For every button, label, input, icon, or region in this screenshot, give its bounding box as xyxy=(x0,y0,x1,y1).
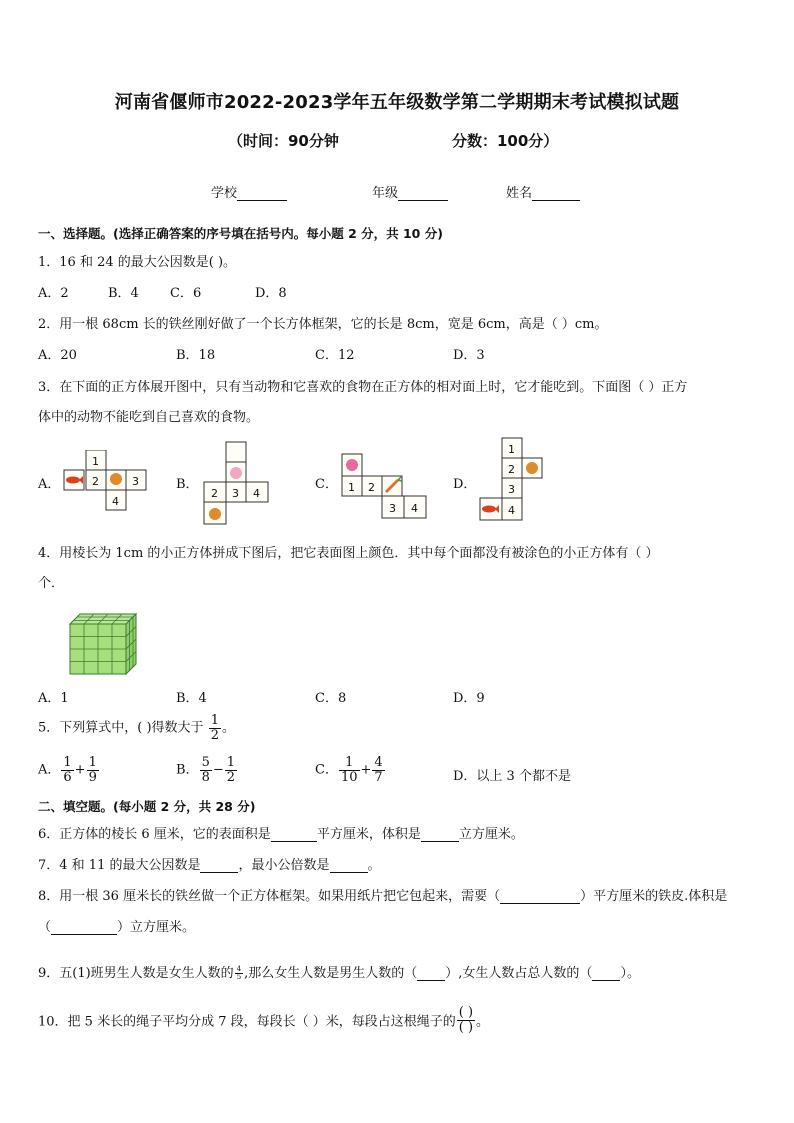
net-a-label-4: 4 xyxy=(112,495,119,508)
q1-option-d[interactable]: D．8 xyxy=(255,286,287,301)
q9-blank-ratio[interactable] xyxy=(417,967,445,981)
q5-option-b[interactable]: B． $\frac{5}{8}$ − $\frac{1}{2}$ xyxy=(176,755,236,785)
q5-option-d[interactable]: D．以上 3 个都不是 xyxy=(453,769,571,784)
net-d-label-3: 3 xyxy=(508,483,515,496)
net-c-label-1: 1 xyxy=(348,481,355,494)
exam-score: 分数：100分） xyxy=(452,132,559,150)
q4-option-a[interactable]: A．1 xyxy=(38,691,69,706)
q8-blank-volume[interactable] xyxy=(51,921,117,935)
q2-option-a[interactable]: A．20 xyxy=(38,348,77,363)
fraction-four-fifths: $\frac{4}{5}$ xyxy=(236,964,242,981)
section-fill-heading: 二、填空题。(每小题 2 分，共 28 分) xyxy=(38,799,256,814)
question-7: 7．4 和 11 的最大公因数是 ，最小公倍数是 。 xyxy=(38,858,381,873)
question-6: 6．正方体的棱长 6 厘米，它的表面积是 平方厘米，体积是 立方厘米。 xyxy=(38,827,524,842)
school-blank[interactable] xyxy=(237,186,287,201)
page-title: 河南省偃师市2022-2023学年五年级数学第二学期期末考试模拟试题 xyxy=(114,92,680,113)
grade-label: 年级 xyxy=(372,186,399,201)
q5-option-a[interactable]: A． $\frac{1}{6}$ + $\frac{1}{9}$ xyxy=(38,755,97,785)
q8-blank-area[interactable] xyxy=(500,890,580,904)
net-d-label-2: 2 xyxy=(508,463,515,476)
q1-option-a[interactable]: A．2 xyxy=(38,286,69,301)
q9-blank-share[interactable] xyxy=(592,967,620,981)
net-a-label-3: 3 xyxy=(132,475,139,488)
q1-option-b[interactable]: B．4 xyxy=(108,286,139,301)
net-b-label-2: 2 xyxy=(211,487,218,500)
question-4-line1: 4．用棱长为 1cm 的小正方体拼成下图后，把它表面图上颜色．其中每个面都没有被涂色的小正方体有（ ） xyxy=(38,546,659,561)
cube-net-a xyxy=(62,450,152,514)
school-label: 学校 xyxy=(211,186,238,201)
cube-net-b xyxy=(200,440,280,530)
net-c-label-2: 2 xyxy=(368,481,375,494)
fish-icon xyxy=(66,477,80,484)
exam-time: （时间：90分钟 xyxy=(228,132,339,150)
question-3-line1: 3．在下面的正方体展开图中，只有当动物和它喜欢的食物在正方体的相对面上时，它才能吃到。下面图（ ）正方 xyxy=(38,380,688,395)
question-8-line2: （ ）立方厘米。 xyxy=(38,920,196,935)
q1-option-c[interactable]: C．6 xyxy=(170,286,202,301)
cube-net-c xyxy=(340,450,430,522)
q4-option-b[interactable]: B．4 xyxy=(176,691,207,706)
question-1: 1．16 和 24 的最大公因数是( )。 xyxy=(38,255,237,270)
question-9: 9．五(1)班男生人数是女生人数的 $\frac{4}{5}$ ,那么女生人数是男生人数的（ ）,女生人数占总人数的（ ）。 xyxy=(38,964,640,981)
q6-blank-area[interactable] xyxy=(271,828,317,842)
q3-option-d[interactable]: D． xyxy=(453,477,477,492)
name-label: 姓名 xyxy=(506,186,533,201)
q2-option-c[interactable]: C．12 xyxy=(315,348,355,363)
q2-option-d[interactable]: D．3 xyxy=(453,348,485,363)
q7-blank-lcm[interactable] xyxy=(330,859,368,873)
animal-icon xyxy=(526,462,538,474)
fish-icon xyxy=(482,506,496,513)
q6-blank-volume[interactable] xyxy=(421,828,459,842)
q7-blank-gcd[interactable] xyxy=(200,859,238,873)
net-a-label-1: 1 xyxy=(92,455,99,468)
peach-icon xyxy=(230,467,242,479)
net-b-label-3: 3 xyxy=(232,487,239,500)
q3-option-c[interactable]: C． xyxy=(315,477,338,492)
animal-icon xyxy=(110,473,122,485)
grade-field[interactable] xyxy=(372,182,448,201)
q4-option-d[interactable]: D．9 xyxy=(453,691,485,706)
net-b-label-4: 4 xyxy=(253,487,260,500)
question-4-line2: 个． xyxy=(38,576,65,591)
name-field[interactable] xyxy=(506,182,580,201)
question-10: 10．把 5 米长的绳子平均分成 7 段，每段长（ ）米，每段占这根绳子的 $\frac{( )}{( )}$ 。 xyxy=(38,1005,490,1035)
school-field[interactable] xyxy=(211,182,287,201)
question-5: 5．下列算式中，( )得数大于 $\frac{1}{2}$ 。 xyxy=(38,713,235,743)
question-3-line2: 体中的动物不能吃到自己喜欢的食物。 xyxy=(38,410,260,425)
net-d-label-4: 4 xyxy=(508,504,515,517)
net-d-label-1: 1 xyxy=(508,443,515,456)
net-c-label-4: 4 xyxy=(411,502,418,515)
q3-option-a[interactable]: A． xyxy=(38,477,61,492)
rabbit-icon xyxy=(346,459,358,471)
net-a-label-2: 2 xyxy=(92,475,99,488)
q3-option-b[interactable]: B． xyxy=(176,477,199,492)
animal-icon xyxy=(209,508,221,520)
question-2: 2．用一根 68cm 长的铁丝刚好做了一个长方体框架，它的长是 8cm，宽是 6cm，高是（ ）cm。 xyxy=(38,317,608,332)
question-8-line1: 8．用一根 36 厘米长的铁丝做一个正方体框架。如果用纸片把它包起来，需要（ ）平方厘米的铁皮.体积是 xyxy=(38,889,728,904)
section-choice-heading: 一、选择题。(选择正确答案的序号填在括号内。每小题 2 分，共 10 分) xyxy=(38,226,443,241)
fraction-one-half: $\frac{1}{2}$ xyxy=(210,713,219,743)
q4-option-c[interactable]: C．8 xyxy=(315,691,347,706)
q5-text: 5．下列算式中，( )得数大于 xyxy=(38,720,204,736)
q10-fraction-blank[interactable]: $\frac{( )}{( )}$ xyxy=(458,1005,474,1035)
q5-option-c[interactable]: C． $\frac{1}{10}$ + $\frac{4}{7}$ xyxy=(315,755,383,785)
cube-net-d xyxy=(478,436,550,526)
name-blank[interactable] xyxy=(532,186,580,201)
q2-option-b[interactable]: B．18 xyxy=(176,348,216,363)
net-c-label-3: 3 xyxy=(389,502,396,515)
grade-blank[interactable] xyxy=(398,186,448,201)
green-cube-figure xyxy=(66,610,140,678)
